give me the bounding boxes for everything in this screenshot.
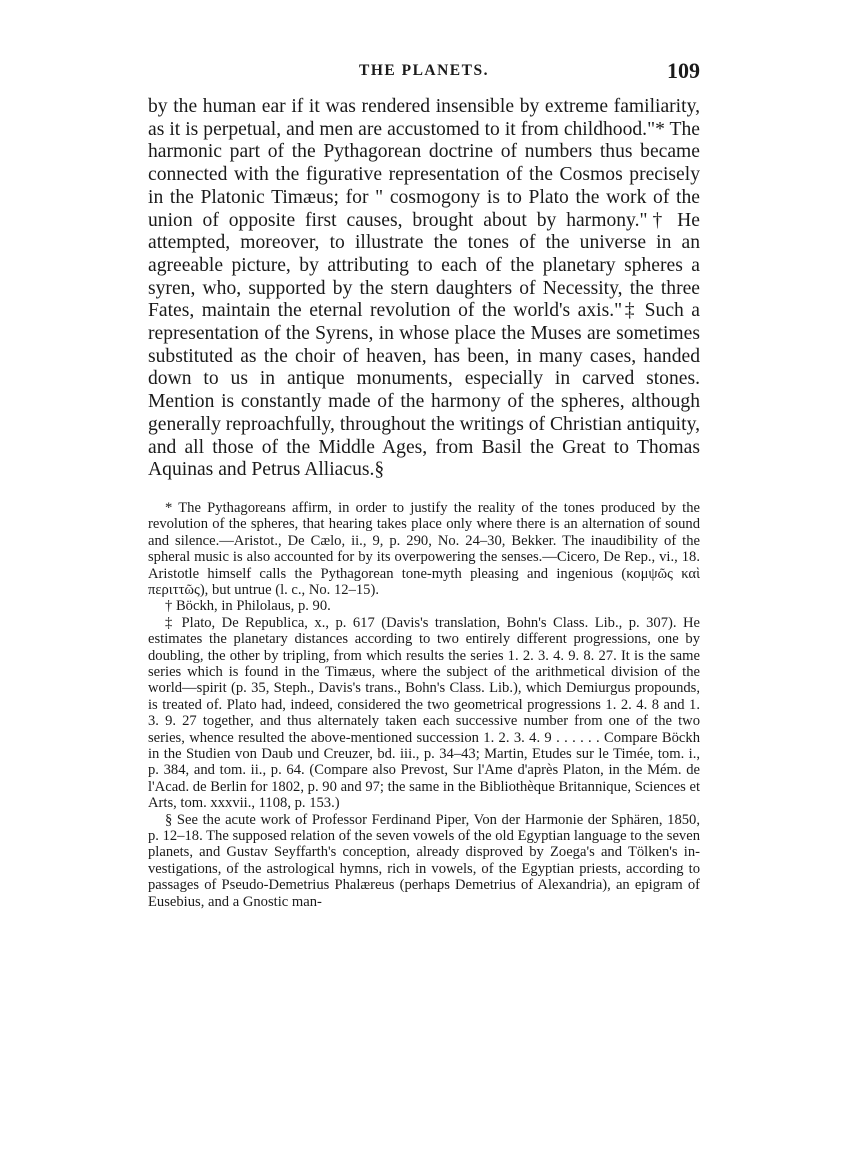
- page-number: 109: [667, 58, 700, 83]
- footnote-section: § See the acute work of Professor Ferdinand Piper, Von der Harmonie der Sphären, 1850, p. 12–18. The supposed relation of the seven vowels of the old Egyptian language to the seven planets, and Gustav Seyffarth's conception, already disproved by Zoega's and Tölken's investigations, of the astrological hymns, rich in vowels, of the Egyptian priests, according to passages of Pseudo-Demetrius Phalæreus (perhaps Demetrius of Alexandria), an epigram of Eusebius, and a Gnostic man-: [148, 811, 700, 910]
- footnote-dagger: † Böckh, in Philolaus, p. 90.: [165, 598, 331, 615]
- footnote-separator: [148, 482, 700, 500]
- main-text: [148, 96, 700, 482]
- footnote-asterisk: * The Pythagoreans affirm, in order to justify the reality of the tones produced by the revolution of the spheres, that hearing takes place only where there is an alternation of sound and silence.—Aristot., De Cælo, ii., 9, p. 290, No. 24–30, Bekker. The inaudibility of the spheral music is also accounted for by its overpowering the senses.—Cicero, De Rep., vi., 18. Aristotle himself calls the Pythagorean tone-myth pleasing and ingenious (κομψῶς καὶ περιττῶς), but untrue (l. c., No. 12–15).: [148, 499, 700, 598]
- running-title: THE PLANETS.: [359, 62, 489, 79]
- book-page: [148, 58, 700, 910]
- footnotes: [148, 500, 700, 910]
- footnote-double-dagger: ‡ Plato, De Republica, x., p. 617 (Davis's translation, Bohn's Class. Lib., p. 307). He estimates the planetary distances according to two entirely different progressions, one by doubling, the other by tripling, from which results the series 1. 2. 3. 4. 9. 8. 27. It is the same series which is found in the Timæus, where the subject of the arithmetical division of the world—spirit (p. 35, Steph., Davis's trans., Bohn's Class. Lib.), which Demiurgus propounds, is treated of. Plato had, indeed, considered the two geometrical progressions 1. 2. 4. 8 and 1. 3. 9. 27 together, and thus alternately taken each successive number from one of the two series, whence resulted the above-mentioned succession 1. 2. 3. 4. 9 . . . . . . Compare Böckh in the Studien von Daub und Creuzer, bd. iii., p. 34–43; Martin, Etudes sur le Timée, tom. i., p. 384, and tom. ii., p. 64. (Compare also Prevost, Sur l'Ame d'après Platon, in the Mém. de l'Acad. de Berlin for 1802, p. 90 and 97; the same in the Bibliothèque Britannique, Sciences et Arts, tom. xxxvii., 1108, p. 153.): [148, 614, 700, 812]
- body-paragraph: by the human ear if it was rendered insensible by extreme familiarity, as it is perpetual, and men are accustomed to it from childhood."* The harmonic part of the Pythagorean doctrine of numbers thus became connected with the figurative representation of the Cosmos precisely in the Platonic Timæus; for " cosmogony is to Plato the work of the union of opposite first causes, brought about by harmony."† He attempted, moreover, to illustrate the tones of the universe in an agreeable picture, by attributing to each of the planetary spheres a syren, who, supported by the stern daughters of Necessity, the three Fates, maintain the eternal revolution of the world's axis."‡ Such a representation of the Syrens, in whose place the Muses are sometimes substituted as the choir of heaven, has been, in many cases, handed down to us in antique monuments, especially in carved stones. Mention is constantly made of the harmony of the spheres, although generally reproachfully, throughout the writings of Christian antiquity, and all those of the Middle Ages, from Basil the Great to Thomas Aquinas and Petrus Alliacus.§: [148, 96, 700, 481]
- running-head: [148, 58, 700, 90]
